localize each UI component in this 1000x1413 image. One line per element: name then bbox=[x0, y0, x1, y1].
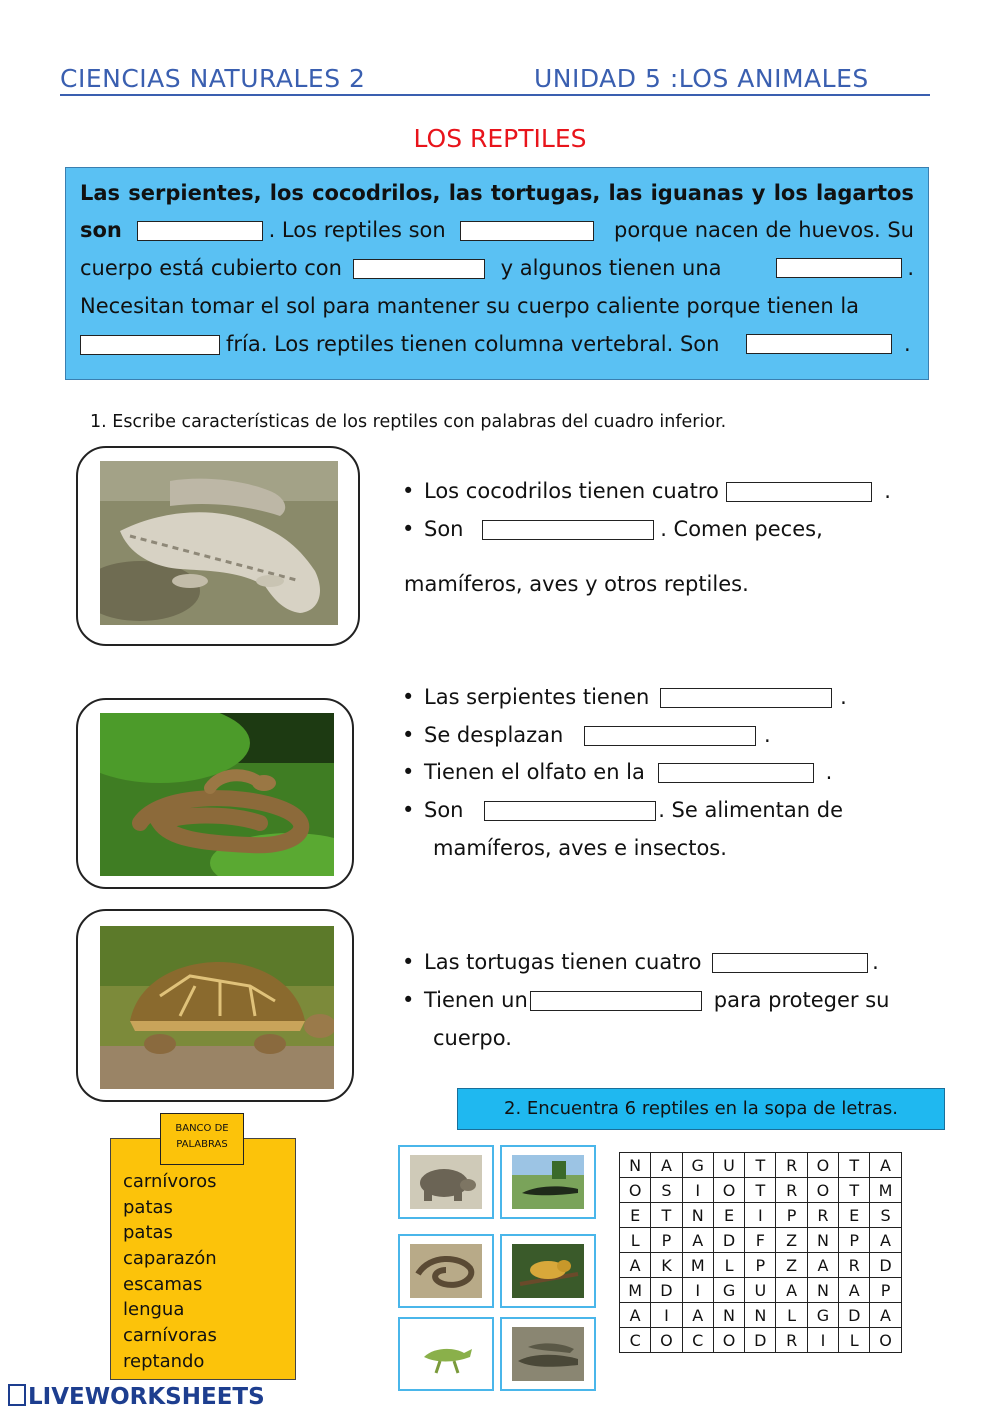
grid-cell[interactable]: M bbox=[870, 1178, 901, 1203]
grid-cell[interactable]: O bbox=[651, 1328, 682, 1353]
word-search-grid bbox=[619, 1152, 902, 1353]
intro-word: los bbox=[269, 181, 304, 205]
bullet: • bbox=[402, 760, 415, 784]
turtle-continuation: cuerpo. bbox=[433, 1026, 512, 1050]
intro-text: . bbox=[907, 256, 914, 280]
answer-blank-6[interactable] bbox=[746, 334, 892, 354]
grid-cell[interactable]: N bbox=[807, 1278, 838, 1303]
intro-text: porque nacen de huevos. Su bbox=[614, 218, 914, 242]
answer-blank-3[interactable] bbox=[353, 259, 485, 279]
grid-cell[interactable]: A bbox=[870, 1228, 901, 1253]
grid-row bbox=[620, 1153, 902, 1178]
grid-cell[interactable]: I bbox=[682, 1178, 713, 1203]
turtle-text: Tienen un bbox=[424, 988, 528, 1012]
turtle-bullet-1 bbox=[402, 950, 879, 974]
subject-title: CIENCIAS NATURALES 2 bbox=[60, 64, 366, 93]
grid-cell[interactable]: T bbox=[839, 1153, 870, 1178]
bullet: • bbox=[402, 988, 415, 1012]
intro-line-1 bbox=[80, 179, 914, 207]
grid-cell[interactable]: Z bbox=[776, 1228, 807, 1253]
grid-cell[interactable]: L bbox=[839, 1328, 870, 1353]
grid-cell[interactable]: N bbox=[807, 1228, 838, 1253]
turtle-bullet-2 bbox=[402, 988, 889, 1012]
grid-row bbox=[620, 1278, 902, 1303]
croc-text: Son bbox=[424, 517, 464, 541]
grid-cell[interactable]: R bbox=[807, 1203, 838, 1228]
intro-text: y algunos tienen una bbox=[500, 256, 722, 280]
grid-cell[interactable]: T bbox=[745, 1178, 776, 1203]
grid-cell[interactable]: U bbox=[745, 1278, 776, 1303]
thumb-tortoise bbox=[398, 1145, 494, 1219]
intro-line-4: Necesitan tomar el sol para mantener su cuerpo caliente porque tienen la bbox=[80, 294, 860, 318]
liveworksheets-logo bbox=[8, 1384, 265, 1410]
word-bank-title-line: PALABRAS bbox=[176, 1139, 228, 1150]
bank-word: patas bbox=[123, 1197, 173, 1218]
grid-cell[interactable]: O bbox=[807, 1153, 838, 1178]
snake-text: Tienen el olfato en la bbox=[424, 760, 645, 784]
bank-word: escamas bbox=[123, 1274, 203, 1295]
grid-cell[interactable]: O bbox=[620, 1178, 651, 1203]
grid-row bbox=[620, 1178, 902, 1203]
page-title: LOS REPTILES bbox=[413, 124, 587, 153]
word-bank-title bbox=[160, 1113, 244, 1165]
grid-cell[interactable]: N bbox=[713, 1303, 744, 1328]
intro-text: . Los reptiles son bbox=[268, 218, 446, 242]
intro-line-5 bbox=[80, 330, 914, 358]
croc-text: . bbox=[884, 479, 891, 503]
answer-blank-turtle-2[interactable] bbox=[530, 991, 702, 1011]
grid-cell[interactable]: A bbox=[651, 1153, 682, 1178]
bank-word: caparazón bbox=[123, 1248, 217, 1269]
intro-text: fría. Los reptiles tienen columna vertebral. Son bbox=[226, 332, 720, 356]
bank-word: patas bbox=[123, 1222, 173, 1243]
snake-text: . bbox=[764, 723, 771, 747]
intro-text: cuerpo está cubierto con bbox=[80, 256, 342, 280]
grid-cell[interactable]: U bbox=[713, 1153, 744, 1178]
intro-line-2 bbox=[80, 216, 914, 244]
grid-cell[interactable]: G bbox=[807, 1303, 838, 1328]
bullet: • bbox=[402, 723, 415, 747]
intro-text: son bbox=[80, 218, 122, 242]
grid-row bbox=[620, 1328, 902, 1353]
grid-cell[interactable]: I bbox=[682, 1278, 713, 1303]
snake-text: Las serpientes tienen bbox=[424, 685, 650, 709]
unit-title: UNIDAD 5 :LOS ANIMALES bbox=[534, 64, 869, 93]
thumb-iguana bbox=[398, 1317, 494, 1391]
grid-cell[interactable]: E bbox=[713, 1203, 744, 1228]
grid-cell[interactable]: I bbox=[745, 1203, 776, 1228]
croc-continuation: mamíferos, aves y otros reptiles. bbox=[404, 572, 749, 596]
grid-cell[interactable]: N bbox=[745, 1303, 776, 1328]
turtle-text: para proteger su bbox=[713, 988, 890, 1012]
grid-cell[interactable]: L bbox=[776, 1303, 807, 1328]
intro-line-3 bbox=[80, 254, 914, 282]
grid-cell[interactable]: G bbox=[682, 1153, 713, 1178]
bank-word: carnívoras bbox=[123, 1325, 217, 1346]
intro-word: y bbox=[751, 181, 766, 205]
grid-cell[interactable]: Z bbox=[776, 1253, 807, 1278]
grid-cell[interactable]: R bbox=[776, 1178, 807, 1203]
grid-cell[interactable]: T bbox=[651, 1203, 682, 1228]
grid-cell[interactable]: N bbox=[620, 1153, 651, 1178]
snake-text: . bbox=[825, 760, 833, 784]
bank-word: reptando bbox=[123, 1351, 205, 1372]
word-bank-title-line: BANCO DE bbox=[175, 1123, 229, 1134]
task-2-banner: 2. Encuentra 6 reptiles en la sopa de letras. bbox=[457, 1088, 945, 1130]
intro-word: los bbox=[773, 181, 808, 205]
grid-cell[interactable]: P bbox=[870, 1278, 901, 1303]
snake-text: . Se alimentan de bbox=[658, 798, 844, 822]
grid-cell[interactable]: F bbox=[745, 1228, 776, 1253]
thumb-snake bbox=[398, 1234, 494, 1308]
grid-cell[interactable]: I bbox=[651, 1303, 682, 1328]
header-underline bbox=[60, 94, 930, 96]
grid-cell[interactable]: L bbox=[620, 1228, 651, 1253]
grid-cell[interactable]: T bbox=[745, 1153, 776, 1178]
grid-cell[interactable]: G bbox=[713, 1278, 744, 1303]
snake-bullet-3 bbox=[402, 760, 832, 784]
grid-cell[interactable]: R bbox=[776, 1328, 807, 1353]
grid-cell[interactable]: L bbox=[713, 1253, 744, 1278]
grid-row bbox=[620, 1228, 902, 1253]
grid-cell[interactable]: P bbox=[839, 1228, 870, 1253]
answer-blank-snake-4[interactable] bbox=[484, 801, 656, 821]
answer-blank-snake-1[interactable] bbox=[660, 688, 832, 708]
answer-blank-4[interactable] bbox=[776, 258, 902, 278]
crocodile-photo bbox=[100, 461, 338, 625]
grid-cell[interactable]: A bbox=[776, 1278, 807, 1303]
snake-bullet-4 bbox=[402, 798, 843, 822]
bullet: • bbox=[402, 950, 415, 974]
grid-cell[interactable]: A bbox=[682, 1303, 713, 1328]
grid-cell[interactable]: D bbox=[651, 1278, 682, 1303]
bullet: • bbox=[402, 479, 415, 503]
turtle-photo bbox=[100, 926, 334, 1089]
grid-cell[interactable]: S bbox=[651, 1178, 682, 1203]
intro-word: las bbox=[448, 181, 483, 205]
grid-cell[interactable]: I bbox=[807, 1328, 838, 1353]
grid-cell[interactable]: P bbox=[651, 1228, 682, 1253]
answer-blank-1[interactable] bbox=[137, 221, 263, 241]
turtle-text: Las tortugas tienen cuatro bbox=[424, 950, 702, 974]
croc-bullet-1 bbox=[402, 479, 891, 503]
thumb-alligator bbox=[500, 1145, 596, 1219]
grid-cell[interactable]: D bbox=[870, 1253, 901, 1278]
grid-cell[interactable]: A bbox=[870, 1303, 901, 1328]
intro-word: tortugas, bbox=[490, 181, 601, 205]
snake-photo bbox=[100, 713, 334, 876]
grid-cell[interactable]: P bbox=[745, 1253, 776, 1278]
logo-text: LIVEWORKSHEETS bbox=[28, 1384, 265, 1410]
grid-row bbox=[620, 1203, 902, 1228]
grid-cell[interactable]: O bbox=[870, 1328, 901, 1353]
answer-blank-croc-2[interactable] bbox=[482, 520, 654, 540]
croc-text: . Comen peces, bbox=[660, 517, 823, 541]
logo-icon bbox=[8, 1384, 26, 1406]
grid-cell[interactable]: O bbox=[807, 1178, 838, 1203]
grid-cell[interactable]: K bbox=[651, 1253, 682, 1278]
grid-cell[interactable]: R bbox=[839, 1253, 870, 1278]
intro-word: Las bbox=[80, 181, 121, 205]
intro-word: lagartos bbox=[816, 181, 914, 205]
grid-cell[interactable]: A bbox=[620, 1253, 651, 1278]
snake-bullet-1 bbox=[402, 685, 847, 709]
intro-word: cocodrilos, bbox=[312, 181, 441, 205]
bullet: • bbox=[402, 798, 415, 822]
grid-cell[interactable]: S bbox=[870, 1203, 901, 1228]
grid-cell[interactable]: A bbox=[839, 1278, 870, 1303]
grid-cell[interactable]: A bbox=[807, 1253, 838, 1278]
grid-row bbox=[620, 1253, 902, 1278]
grid-cell[interactable]: A bbox=[682, 1228, 713, 1253]
intro-box bbox=[65, 167, 929, 380]
croc-bullet-2 bbox=[402, 517, 823, 541]
answer-blank-turtle-1[interactable] bbox=[712, 953, 868, 973]
bank-word: carnívoros bbox=[123, 1171, 217, 1192]
intro-text: . bbox=[904, 332, 911, 356]
answer-blank-2[interactable] bbox=[460, 221, 594, 241]
intro-word: las bbox=[608, 181, 643, 205]
grid-cell[interactable]: M bbox=[682, 1253, 713, 1278]
turtle-card bbox=[76, 909, 354, 1102]
bank-word: lengua bbox=[123, 1299, 185, 1320]
croc-text: Los cocodrilos tienen cuatro bbox=[424, 479, 719, 503]
grid-cell[interactable]: D bbox=[713, 1228, 744, 1253]
grid-cell[interactable]: R bbox=[776, 1153, 807, 1178]
grid-cell[interactable]: O bbox=[713, 1178, 744, 1203]
word-bank bbox=[110, 1138, 296, 1380]
bullet: • bbox=[402, 517, 415, 541]
answer-blank-snake-2[interactable] bbox=[584, 726, 756, 746]
snake-text: Son bbox=[424, 798, 464, 822]
intro-word: iguanas bbox=[650, 181, 744, 205]
grid-cell[interactable]: D bbox=[745, 1328, 776, 1353]
grid-cell[interactable]: E bbox=[839, 1203, 870, 1228]
grid-cell[interactable]: D bbox=[839, 1303, 870, 1328]
intro-word: serpientes, bbox=[128, 181, 262, 205]
crocodile-card bbox=[76, 446, 360, 646]
thumb-crocodiles bbox=[500, 1317, 596, 1391]
grid-cell[interactable]: M bbox=[620, 1278, 651, 1303]
thumb-chameleon bbox=[500, 1234, 596, 1308]
bullet: • bbox=[402, 685, 415, 709]
grid-cell[interactable]: T bbox=[839, 1178, 870, 1203]
snake-continuation: mamíferos, aves e insectos. bbox=[433, 836, 727, 860]
grid-cell[interactable]: C bbox=[620, 1328, 651, 1353]
question-1: 1. Escribe características de los reptiles con palabras del cuadro inferior. bbox=[90, 412, 727, 432]
answer-blank-5[interactable] bbox=[80, 335, 220, 355]
answer-blank-croc-1[interactable] bbox=[726, 482, 872, 502]
answer-blank-snake-3[interactable] bbox=[658, 763, 814, 783]
snake-card bbox=[76, 698, 354, 889]
grid-cell[interactable]: P bbox=[776, 1203, 807, 1228]
grid-cell[interactable]: N bbox=[682, 1203, 713, 1228]
grid-cell[interactable]: O bbox=[713, 1328, 744, 1353]
grid-cell[interactable]: A bbox=[620, 1303, 651, 1328]
grid-row bbox=[620, 1303, 902, 1328]
grid-cell[interactable]: C bbox=[682, 1328, 713, 1353]
snake-text: . bbox=[840, 685, 847, 709]
turtle-text: . bbox=[872, 950, 879, 974]
grid-cell[interactable]: E bbox=[620, 1203, 651, 1228]
grid-cell[interactable]: A bbox=[870, 1153, 901, 1178]
snake-bullet-2 bbox=[402, 723, 771, 747]
snake-text: Se desplazan bbox=[424, 723, 564, 747]
